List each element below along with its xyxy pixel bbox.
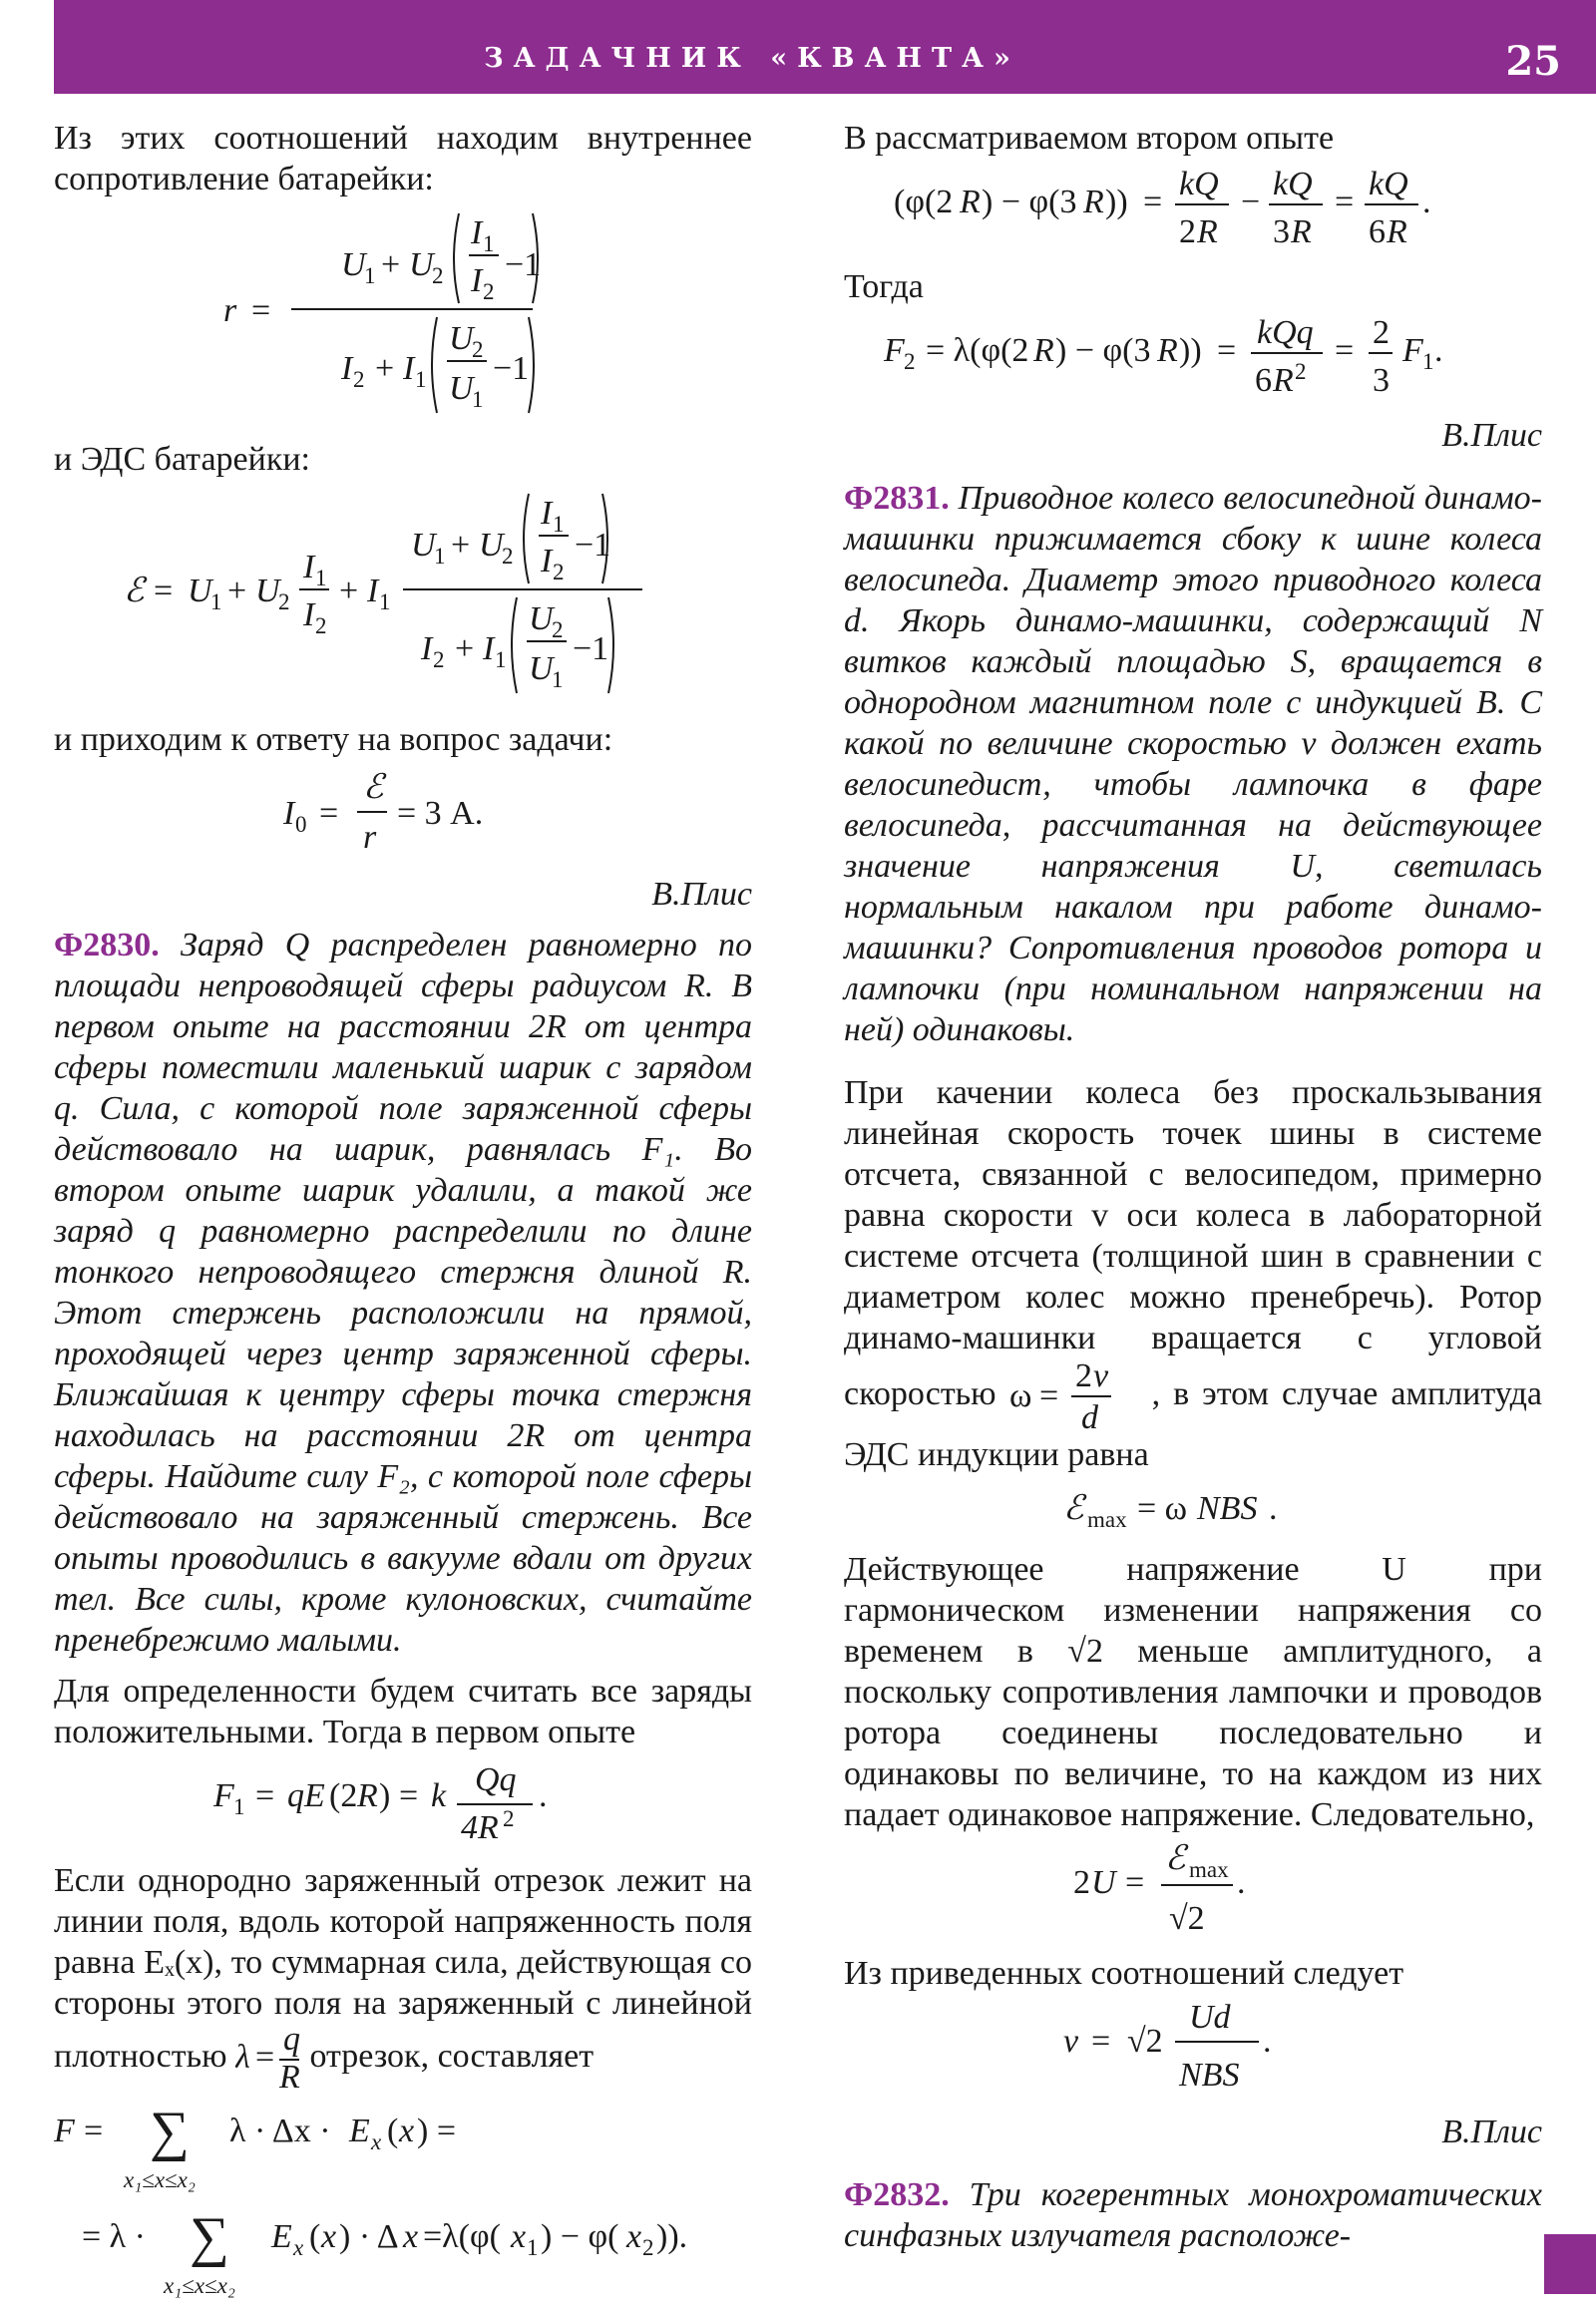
svg-text:U: U <box>529 650 554 687</box>
svg-text:I: I <box>483 630 495 667</box>
svg-text:F: F <box>54 2113 75 2149</box>
svg-text:v: v <box>1092 1358 1108 1394</box>
svg-text:1: 1 <box>552 667 564 692</box>
solution-paragraph-tail: , в этом случае амплитуда ЭДС индукции равна <box>844 1374 1543 1473</box>
lambda-formula <box>235 2024 301 2094</box>
svg-text:= ω: = ω <box>1137 1490 1188 1527</box>
svg-text:E: E <box>271 2218 292 2255</box>
svg-text:2: 2 <box>502 544 514 569</box>
formula-answer <box>54 764 752 870</box>
svg-text:I: I <box>341 350 353 387</box>
svg-text:x: x <box>321 2218 337 2255</box>
svg-text:+: + <box>339 573 359 609</box>
svg-text:0: 0 <box>295 812 307 837</box>
svg-text:=λ(φ(: =λ(φ( <box>423 2218 501 2255</box>
svg-text:U: U <box>529 600 554 637</box>
svg-text:I: I <box>403 350 415 387</box>
svg-text:x: x <box>371 2129 382 2154</box>
svg-text:−1: −1 <box>573 630 609 667</box>
svg-text:) =: ) = <box>417 2113 456 2149</box>
svg-text:−1: −1 <box>575 527 611 564</box>
svg-text:2: 2 <box>483 279 495 304</box>
svg-text:1: 1 <box>527 2235 539 2260</box>
svg-text:I: I <box>541 495 553 532</box>
svg-text:2: 2 <box>1073 1864 1090 1901</box>
svg-text:R: R <box>1291 213 1312 250</box>
svg-text:max: max <box>1189 1857 1229 1882</box>
svg-text:1: 1 <box>1422 349 1434 374</box>
formula-potential-difference <box>844 163 1542 262</box>
svg-text:kQq: kQq <box>1257 314 1314 351</box>
svg-text:)): )) <box>1179 332 1202 369</box>
svg-text:x: x <box>403 2218 419 2255</box>
formula-voltage <box>844 1839 1542 1949</box>
svg-text:I: I <box>303 596 315 633</box>
solution-paragraph: Для определенности будем считать все заряды положительными. Тогда в первом опыте <box>54 1673 752 1750</box>
solution-paragraph: Тогда <box>844 268 924 305</box>
svg-text:R: R <box>960 184 981 220</box>
svg-text:d: d <box>1080 1399 1098 1434</box>
formula-speed <box>844 1998 1542 2108</box>
svg-text:r: r <box>223 292 237 329</box>
problem-text: Приводное колесо велосипедной динамо-машинки прижимается сбоку к шине колеса велосипеда. Диаметр этого приводного колеса d. Якорь динамо-машинки, содержащий N витков каждый площадью S, вращается в однородном магнитном поле с индукцией B. С какой по величине скоростью v должен ехать велосипедист, чтобы лампочка в фаре велосипеда, рассчитанная на действующее значение напряжения U, светилась нормальным накалом при работе динамо-машинки? Сопротивления проводов ротора и лампочки (при номинальном напряжении на ней) одинаковы. <box>844 480 1542 1048</box>
svg-text:=: = <box>251 292 271 329</box>
left-column <box>54 118 752 2311</box>
svg-text:U: U <box>1091 1864 1116 1901</box>
svg-text:R: R <box>1033 332 1054 369</box>
svg-text:(: ( <box>309 2218 321 2255</box>
solution-paragraph: В рассматриваемом втором опыте <box>844 120 1335 157</box>
svg-text:) − φ(: ) − φ( <box>541 2218 619 2255</box>
answer-value: = 3 А. <box>397 795 484 832</box>
svg-text:.: . <box>1237 1864 1246 1901</box>
right-column <box>844 118 1542 2256</box>
solution-paragraph: При качении колеса без проскальзывания линейная скорость точек шины в системе отсчета, связанной с велосипедом, примерно равна скорости v оси колеса в лабораторной системе отсчета (толщиной шин в сравнении с диаметром колес можно пренебречь). Ротор динамо-машинки вращается с угловой скоростью <box>844 1074 1542 1412</box>
svg-text:U: U <box>409 246 434 283</box>
intro-answer-text: и приходим к ответу на вопрос задачи: <box>54 721 613 758</box>
svg-text:2: 2 <box>432 263 444 288</box>
svg-text:U: U <box>479 527 504 564</box>
svg-text:ℰ: ℰ <box>1165 1840 1186 1877</box>
svg-text:.: . <box>1422 184 1431 220</box>
svg-text:=: = <box>1125 1864 1145 1901</box>
svg-text:1: 1 <box>379 589 391 614</box>
svg-text:1: 1 <box>315 566 327 590</box>
svg-text:I: I <box>303 549 315 585</box>
svg-text:= λ(φ(2: = λ(φ(2 <box>926 332 1029 369</box>
svg-text:R: R <box>1197 213 1218 250</box>
svg-text:1: 1 <box>434 544 446 569</box>
problem-f2832 <box>844 2174 1542 2256</box>
svg-text:2: 2 <box>433 647 445 672</box>
svg-text:max: max <box>1087 1507 1127 1532</box>
svg-text:I: I <box>541 543 553 579</box>
svg-text:3: 3 <box>1273 213 1290 250</box>
svg-text:=: = <box>399 1777 419 1814</box>
svg-text:= λ ·: = λ · <box>82 2218 146 2255</box>
svg-text:2: 2 <box>642 2235 654 2260</box>
svg-text:1: 1 <box>553 512 565 537</box>
svg-text:2: 2 <box>1074 1358 1092 1394</box>
svg-text:ℰ: ℰ <box>124 573 145 609</box>
svg-text:I: I <box>367 573 379 609</box>
problem-id: Ф2830. <box>54 927 160 963</box>
svg-text:=: = <box>1038 1377 1058 1414</box>
page-corner-mark <box>1544 2234 1596 2294</box>
svg-text:2: 2 <box>904 349 916 374</box>
svg-text:ℰ: ℰ <box>1063 1490 1084 1527</box>
svg-text:+: + <box>381 246 401 283</box>
formula-force-f1 <box>54 1756 752 1856</box>
svg-text:kQ: kQ <box>1179 166 1219 202</box>
problem-text: Три когерентных монохроматических синфазных излучателя расположе- <box>844 2176 1543 2254</box>
author-signature: В.Плис <box>1441 2114 1542 2150</box>
svg-text:=: = <box>1091 2023 1111 2060</box>
problem-id: Ф2831. <box>844 480 950 517</box>
svg-text:+: + <box>451 527 471 564</box>
solution-paragraph: Действующее напряжение U при гармоническом изменении напряжения со временем в √2 меньше амплитудного, а поскольку сопротивления лампочки и проводов ротора соединены последовательно и одинаковы по величине, то на каждом из них падает одинаковое напряжение. Следовательно, <box>844 1551 1542 1833</box>
svg-text:): ) <box>379 1777 391 1814</box>
svg-text:+: + <box>375 350 395 387</box>
intro-emf-text: и ЭДС батарейки: <box>54 441 310 478</box>
svg-text:U: U <box>255 573 280 609</box>
svg-text:2: 2 <box>1179 213 1196 250</box>
svg-text:(φ(2: (φ(2 <box>894 184 954 220</box>
svg-text:kQ: kQ <box>1273 166 1313 202</box>
svg-text:E: E <box>349 2113 370 2149</box>
svg-text:∑: ∑ <box>150 2101 190 2162</box>
svg-text:.: . <box>1269 1490 1278 1527</box>
svg-text:qE: qE <box>287 1777 325 1814</box>
svg-text:x: x <box>626 2218 642 2255</box>
svg-text:.: . <box>1263 2023 1272 2060</box>
svg-text:I: I <box>421 630 433 667</box>
svg-text:2: 2 <box>278 589 290 614</box>
svg-text:=: = <box>84 2113 104 2149</box>
svg-text:√2: √2 <box>1127 2023 1163 2060</box>
intro-resistance-text: Из этих соотношений находим внутреннее сопротивление батарейки: <box>54 120 752 197</box>
svg-text:(: ( <box>387 2113 399 2149</box>
svg-text:+: + <box>227 573 247 609</box>
svg-text:2: 2 <box>552 617 564 642</box>
svg-text:.: . <box>539 1777 548 1814</box>
svg-text:x: x <box>399 2113 415 2149</box>
svg-text:2: 2 <box>353 367 365 392</box>
svg-text:−1: −1 <box>493 350 530 387</box>
svg-text:2: 2 <box>1373 314 1390 351</box>
svg-text:R: R <box>357 1777 378 1814</box>
svg-text:U: U <box>341 246 366 283</box>
svg-text:√2: √2 <box>1169 1900 1205 1937</box>
svg-text:1: 1 <box>483 231 495 256</box>
svg-text:6: 6 <box>1369 213 1386 250</box>
page-header <box>54 0 1596 94</box>
formula-internal-resistance <box>54 203 752 435</box>
svg-text:F: F <box>1402 332 1423 369</box>
journal-section-title: ЗАДАЧНИК «КВАНТА» <box>484 43 1020 74</box>
svg-text:U: U <box>188 573 212 609</box>
svg-text:2: 2 <box>1295 359 1307 384</box>
svg-text:R: R <box>1273 362 1294 399</box>
svg-text:NBS: NBS <box>1197 1490 1258 1527</box>
solution-paragraph: Из приведенных соотношений следует <box>844 1955 1404 1992</box>
svg-text:1: 1 <box>472 387 484 412</box>
svg-text:) · Δ: ) · Δ <box>339 2218 399 2255</box>
svg-text:−1: −1 <box>505 246 542 283</box>
svg-text:λ: λ <box>234 2039 250 2076</box>
svg-text:R: R <box>1083 184 1104 220</box>
svg-text:ℰ: ℰ <box>363 769 384 806</box>
svg-text:R: R <box>1157 332 1178 369</box>
solution-paragraph: Если однородно заряженный отрезок лежит на линии поля, вдоль которой напряженность поля равна Eₓ(x), то суммарная сила, действующая со стороны этого поля на заряженный с линейной плотностью <box>54 1862 752 2075</box>
svg-text:+: + <box>455 630 475 667</box>
formula-sum-force <box>54 2098 752 2307</box>
svg-text:2: 2 <box>472 337 484 362</box>
svg-text:1: 1 <box>364 263 376 288</box>
author-signature: В.Плис <box>651 876 752 913</box>
svg-text:U: U <box>411 527 436 564</box>
svg-text:Ud: Ud <box>1189 1999 1231 2036</box>
svg-text:4R: 4R <box>461 1809 499 1846</box>
formula-emf-max <box>844 1479 1542 1545</box>
formula-emf <box>54 484 752 715</box>
svg-text:)): )) <box>1105 184 1128 220</box>
svg-text:v: v <box>1063 2023 1079 2060</box>
svg-text:1: 1 <box>210 589 222 614</box>
svg-text:I: I <box>283 795 295 832</box>
svg-text:F: F <box>213 1777 234 1814</box>
svg-text:1: 1 <box>233 1794 245 1819</box>
svg-text:x₁≤x≤x₂: x₁≤x≤x₂ <box>164 2273 235 2298</box>
svg-text:k: k <box>431 1777 447 1814</box>
omega-formula <box>1009 1358 1139 1434</box>
formula-force-f2 <box>844 311 1542 411</box>
svg-text:λ · Δx ·: λ · Δx · <box>229 2113 331 2149</box>
svg-text:Qq: Qq <box>475 1761 517 1798</box>
svg-text:1: 1 <box>415 367 427 392</box>
svg-text:R: R <box>278 2059 300 2094</box>
problem-f2831 <box>844 478 1542 1050</box>
problem-f2830 <box>54 925 752 1661</box>
svg-text:∑: ∑ <box>190 2206 229 2268</box>
svg-text:=: = <box>1335 332 1355 369</box>
problem-id: Ф2832. <box>844 2176 950 2213</box>
svg-text:)).: )). <box>656 2218 688 2255</box>
svg-text:=: = <box>1217 332 1237 369</box>
svg-text:x: x <box>293 2235 304 2260</box>
svg-text:3: 3 <box>1373 362 1390 399</box>
svg-text:(2: (2 <box>329 1777 358 1814</box>
svg-text:=: = <box>255 1777 275 1814</box>
page-number: 25 <box>1505 38 1561 85</box>
svg-text:=: = <box>319 795 339 832</box>
svg-text:U: U <box>449 320 474 357</box>
svg-text:ω: ω <box>1008 1377 1031 1414</box>
svg-text:I: I <box>471 262 483 299</box>
problem-text: Заряд Q распределен равномерно по площади непроводящей сферы радиусом R. В первом опыте на расстоянии 2R от центра сферы поместили маленький шарик с зарядом q. Сила, с которой поле заряженной сферы действовало на шарик, равнялась F₁. Во втором опыте шарик удалили, а такой же заряд q равномерно распределили по длине тонкого непроводящего стержня длиной R. Этот стержень расположили на прямой, проходящей через центр заряженной сферы. Ближайшая к центру сферы точка стержня находилась на расстоянии 2R от центра сферы. Найдите силу F₂, с которой поле сферы действовало на заряженный стержень. Все опыты проводились в вакууме вдали от других тел. Все силы, кроме кулоновских, считайте пренебрежимо малыми. <box>54 927 752 1659</box>
svg-text:F: F <box>884 332 905 369</box>
author-signature: В.Плис <box>1441 417 1542 454</box>
svg-text:q: q <box>282 2024 300 2058</box>
svg-text:) − φ(3: ) − φ(3 <box>982 184 1077 220</box>
svg-text:I: I <box>471 214 483 251</box>
svg-text:2: 2 <box>553 560 565 584</box>
svg-text:−: − <box>1241 184 1261 220</box>
svg-text:6: 6 <box>1255 362 1272 399</box>
svg-text:.: . <box>1434 332 1443 369</box>
svg-text:x: x <box>511 2218 527 2255</box>
svg-text:=: = <box>1143 184 1163 220</box>
svg-text:1: 1 <box>495 647 507 672</box>
svg-text:2: 2 <box>503 1806 515 1831</box>
svg-text:r: r <box>363 819 377 856</box>
svg-text:x₁≤x≤x₂: x₁≤x≤x₂ <box>124 2167 196 2192</box>
svg-text:U: U <box>449 370 474 407</box>
svg-text:) − φ(3: ) − φ(3 <box>1055 332 1151 369</box>
svg-text:2: 2 <box>315 613 327 638</box>
solution-paragraph-tail: отрезок, составляет <box>309 2037 595 2075</box>
svg-text:R: R <box>1387 213 1407 250</box>
svg-text:=: = <box>154 573 174 609</box>
svg-text:=: = <box>254 2039 275 2076</box>
svg-text:NBS: NBS <box>1179 2057 1240 2094</box>
svg-text:=: = <box>1335 184 1355 220</box>
svg-text:kQ: kQ <box>1369 166 1408 202</box>
